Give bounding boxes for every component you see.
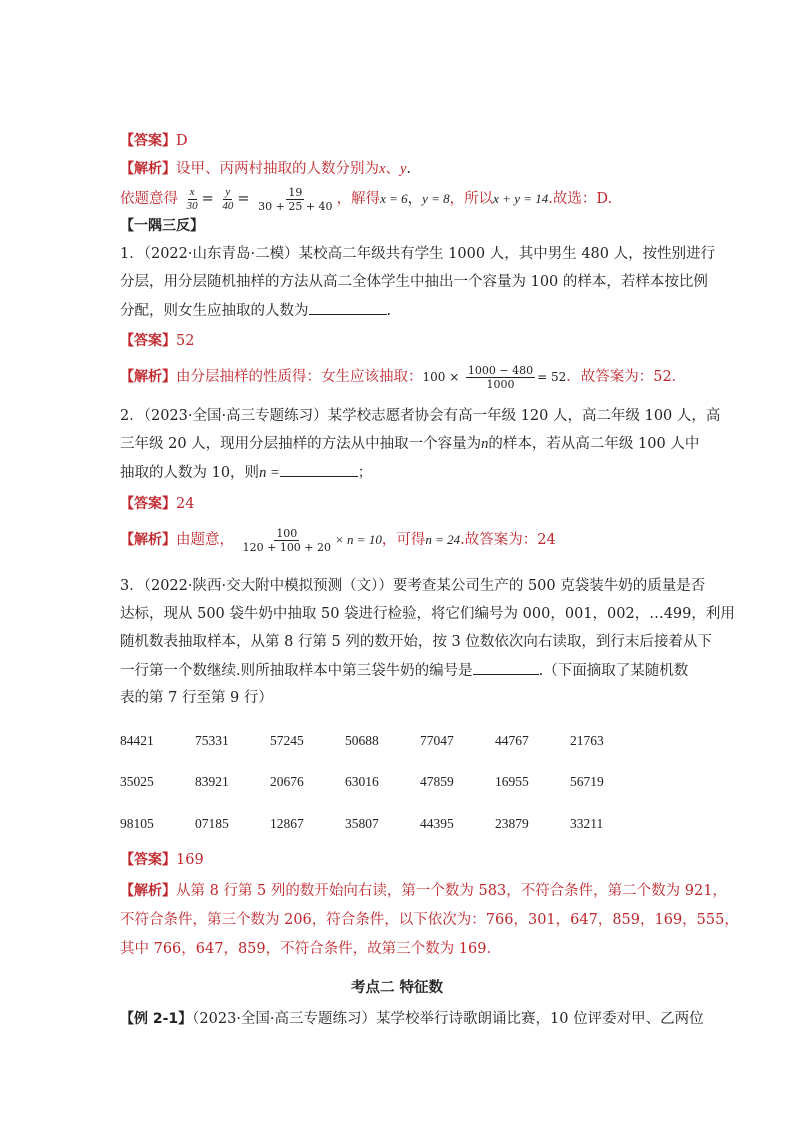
q1-answer-tag: 【答案】 (120, 333, 176, 349)
table-cell: 57245 (270, 733, 304, 748)
q2-analysis-post: .故答案为：24 (460, 532, 556, 548)
fraction-2-den: 40 (222, 199, 234, 212)
q1-line-3-end: . (386, 303, 392, 319)
sum-expr: x + y = 14 (493, 191, 549, 206)
q3-line-4 (120, 660, 688, 681)
fraction-3-den: 30 + 25 + 40 (258, 199, 333, 213)
q2-answer-value: 24 (176, 496, 195, 512)
q1-analysis-tag: 【解析】 (120, 369, 176, 385)
q3-line-4-pre: 一行第一个数继续.则所抽取样本中第三袋牛奶的编号是 (120, 663, 473, 679)
table-cell: 63016 (345, 774, 379, 789)
q1-line-1: 1．（2022·山东青岛·二模）某校高二年级共有学生 1000 人，其中男生 480 人，按性别进行 (120, 246, 716, 262)
q2-analysis-line (120, 524, 556, 556)
q3-line-5: 表的第 7 行至第 9 行） (120, 690, 273, 706)
fraction-2-num: y (225, 185, 231, 198)
table-cell: 12867 (270, 816, 304, 831)
fraction-1 (185, 186, 200, 213)
q1-analysis-eq: = 52 (537, 370, 567, 384)
q3-analysis-l2-list: 766，301，647，859，169，555， (485, 912, 739, 928)
q2-analysis-mid: × n = 10 (335, 532, 382, 547)
q1-analysis-pre: 由分层抽样的性质得：女生应该抽取： (176, 369, 423, 385)
q1-fraction (466, 364, 535, 391)
table-cell: 21763 (570, 733, 604, 748)
q2-line-2-pre: 三年级 20 人，现用分层抽样的方法从中抽取一个容量为 (120, 436, 482, 452)
q1-fraction-den: 1000 (486, 377, 515, 391)
q1-analysis-mult: 100 × (422, 370, 460, 384)
table-cell: 47859 (420, 774, 454, 789)
random-table-row-3 (120, 816, 645, 832)
table-cell: 44767 (495, 733, 529, 748)
eq-tail: ，解得 (336, 191, 381, 207)
q1-fraction-num: 1000 − 480 (467, 363, 534, 377)
q3-answer-line (120, 850, 204, 870)
table-cell: 50688 (345, 733, 379, 748)
example-text: （2023·全国·高三专题练习）某学校举行诗歌朗诵比赛，10 位评委对甲、乙两位 (192, 1011, 704, 1027)
so-text: ，所以 (449, 191, 494, 207)
table-cell: 56719 (570, 774, 604, 789)
table-cell: 77047 (420, 733, 454, 748)
q3-analysis-l3-ans: 169 (458, 941, 487, 957)
q3-analysis-l3-end: ． (486, 941, 501, 957)
table-cell: 23879 (495, 816, 529, 831)
q2-fraction (241, 527, 333, 554)
q1-answer-value: 52 (176, 333, 195, 349)
q2-line-1: 2．（2023·全国·高三专题练习）某学校志愿者协会有高一年级 120 人，高二年级 100 人，高 (120, 408, 721, 424)
q2-answer-line (120, 494, 194, 514)
table-cell: 35025 (120, 774, 154, 789)
table-cell: 07185 (195, 816, 229, 831)
q3-analysis-l1-end: ， (712, 883, 727, 899)
q1-line-2: 分层，用分层随机抽样的方法从高二全体学生中抽出一个容量为 100 的样本，若样本按比例 (120, 274, 708, 290)
q2-fraction-num: 100 (276, 526, 298, 540)
q2-line-3-end: ； (357, 465, 373, 481)
analysis-text: 设甲、丙两村抽取的人数分别为 (176, 161, 379, 177)
q3-analysis-line-2 (120, 910, 739, 930)
fraction-2 (220, 186, 235, 213)
example-line (120, 1009, 704, 1029)
table-cell: 83921 (195, 774, 229, 789)
var-y: y (399, 161, 407, 177)
q3-line-2: 达标，现从 500 袋牛奶中抽取 50 袋进行检验，将它们编号为 000，001，002，…499，利用 (120, 606, 735, 622)
analysis-line-top (120, 159, 411, 179)
table-cell: 33211 (570, 816, 604, 831)
q2-answer-tag: 【答案】 (120, 496, 176, 512)
q2-line-3 (120, 462, 372, 483)
answer-value: D (176, 133, 188, 149)
q3-line-4-post: .（下面摘取了某随机数 (538, 663, 689, 679)
q1-analysis-ans: 52． (653, 369, 687, 385)
random-table-row-1 (120, 733, 645, 749)
eq-end: .故选：D. (548, 191, 613, 207)
q2-answer-blank[interactable] (280, 462, 358, 477)
q2-line-3-var: n = (259, 465, 280, 481)
q1-answer-line (120, 331, 194, 351)
fraction-3 (256, 186, 334, 213)
q3-analysis-tag: 【解析】 (120, 883, 176, 899)
table-cell: 44395 (420, 816, 454, 831)
q3-analysis-l3-mid: ，不符合条件，故第三个数为 (265, 941, 459, 957)
table-cell: 35807 (345, 816, 379, 831)
table-cell: 75331 (195, 733, 229, 748)
q2-line-2 (120, 434, 699, 454)
q3-line-3: 随机数表抽取样本，从第 8 行第 5 列的数开始，按 3 位数依次向右读取，到行末后接着从下 (120, 634, 712, 650)
q1-analysis-post: ．故答案为： (566, 369, 654, 385)
separator: 、 (385, 161, 400, 177)
q2-analysis-n: n = 24 (425, 532, 461, 547)
fraction-1-den: 30 (186, 199, 198, 212)
q1-analysis-line (120, 363, 686, 391)
q3-analysis-l3-pre: 其中 (120, 941, 154, 957)
q2-analysis-tag: 【解析】 (120, 532, 176, 548)
q3-analysis-line-3 (120, 939, 501, 959)
solution-y: y = 8 (422, 191, 450, 206)
q3-analysis-l3-list: 766，647，859 (153, 941, 266, 957)
period: . (406, 161, 411, 177)
q3-answer-blank[interactable] (473, 660, 539, 675)
table-cell: 16955 (495, 774, 529, 789)
random-table-row-2 (120, 774, 645, 790)
equation-line-top: 依题意得 $\frac{x}{30}$ = $\frac{y}{40}$ = $\frac{19}{30 + 25 + 40}$ ，解得x = 6，y = 8，所以x + y = 14.故选：D. (120, 185, 613, 213)
table-cell: 20676 (270, 774, 304, 789)
q3-analysis-l1-b: 921 (684, 883, 713, 899)
fraction-1-num: x (189, 185, 195, 198)
q2-line-2-post: 的样本，若从高二年级 100 人中 (488, 436, 700, 452)
solution-x: x = 6 (380, 191, 408, 206)
q1-answer-blank[interactable] (309, 300, 387, 315)
q3-analysis-l1-a: 583 (478, 883, 507, 899)
q3-analysis-l1-pre: 从第 8 行第 5 列的数开始向右读，第一个数为 (176, 883, 479, 899)
answer-line-top (120, 131, 188, 151)
q3-analysis-l1-mid: ，不符合条件，第二个数为 (506, 883, 685, 899)
q3-analysis-l2-mid: ，符合条件，以下依次为： (311, 912, 486, 928)
analysis-tag: 【解析】 (120, 161, 176, 177)
q2-var-n: n (481, 436, 489, 452)
q1-line-3-text: 分配，则女生应抽取的人数为 (120, 303, 309, 319)
q3-line-1: 3．（2022·陕西·交大附中模拟预测（文））要考查某公司生产的 500 克袋装牛奶的质量是否 (120, 578, 706, 594)
table-cell: 98105 (120, 816, 154, 831)
q2-line-3-pre: 抽取的人数为 10，则 (120, 465, 260, 481)
q3-analysis-line-1 (120, 881, 727, 901)
eq-prefix: 依题意得 (120, 191, 178, 207)
q2-analysis-tail: ，可得 (381, 532, 426, 548)
answer-tag: 【答案】 (120, 133, 176, 149)
q3-analysis-l2-pre: 不符合条件，第三个数为 (120, 912, 285, 928)
q3-answer-value: 169 (176, 852, 204, 868)
example-tag: 【例 2-1】 (120, 1011, 193, 1027)
yiju-heading (120, 216, 204, 236)
fraction-3-num: 19 (288, 185, 303, 199)
q2-fraction-den: 120 + 100 + 20 (242, 540, 332, 554)
q2-analysis-pre: 由题意， (176, 532, 234, 548)
q1-line-3 (120, 300, 391, 321)
table-cell: 84421 (120, 733, 154, 748)
q3-analysis-l2-a: 206 (284, 912, 312, 928)
section-title: 考点二 特征数 (350, 980, 444, 996)
q3-answer-tag: 【答案】 (120, 852, 176, 868)
yiju-tag: 【一隅三反】 (120, 218, 204, 234)
var-x: x (379, 161, 386, 177)
